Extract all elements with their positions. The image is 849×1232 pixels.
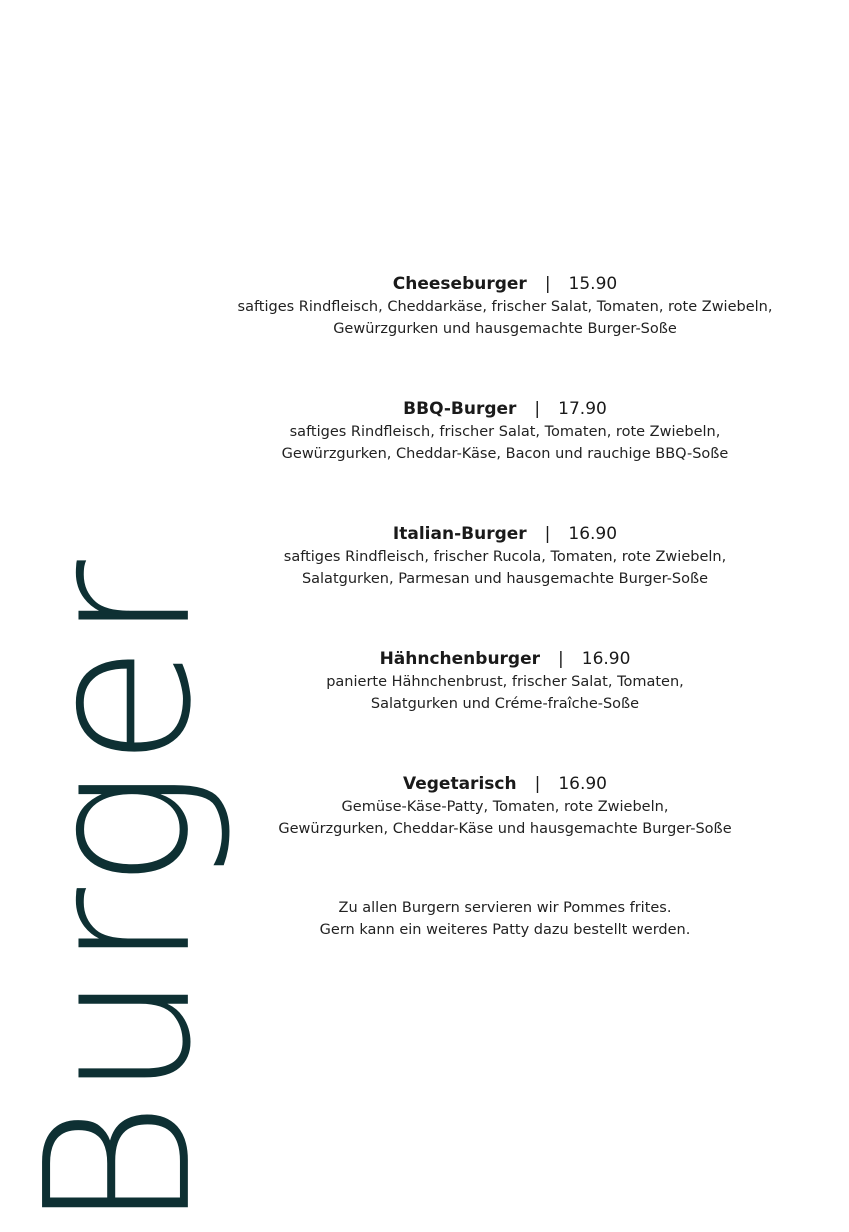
- item-description-line: saftiges Rindfleisch, Cheddarkäse, frischer Salat, Tomaten, rote Zwiebeln,: [237, 299, 773, 315]
- item-price: 17.90: [558, 399, 607, 419]
- price-separator: |: [544, 274, 551, 294]
- price-separator: |: [544, 524, 551, 544]
- item-name: BBQ-Burger: [403, 399, 517, 419]
- item-description-line: Salatgurken, Parmesan und hausgemachte Burger-Soße: [301, 571, 709, 587]
- item-description-line: saftiges Rindfleisch, frischer Rucola, Tomaten, rote Zwiebeln,: [283, 549, 727, 565]
- item-header: [230, 397, 780, 421]
- item-description-line: Salatgurken und Créme-fraîche-Soße: [370, 696, 640, 712]
- item-description-line: panierte Hähnchenbrust, frischer Salat, Tomaten,: [326, 674, 684, 690]
- item-description-line: saftiges Rindfleisch, frischer Salat, Tomaten, rote Zwiebeln,: [289, 424, 721, 440]
- menu-item-bbq-burger: [230, 397, 780, 522]
- item-header: [230, 647, 780, 671]
- item-description-line: Gewürzgurken und hausgemachte Burger-Soße: [333, 321, 677, 337]
- section-title-text: Burger: [3, 558, 236, 1232]
- menu-footnote: [230, 897, 780, 941]
- item-header: [230, 522, 780, 546]
- item-description-line: Gewürzgurken, Cheddar-Käse, Bacon und rauchige BBQ-Soße: [281, 446, 729, 462]
- price-separator: |: [534, 399, 541, 419]
- item-header: [230, 772, 780, 796]
- footnote-line: Gern kann ein weiteres Patty dazu bestellt werden.: [319, 922, 691, 938]
- menu-item-vegetarisch: [230, 772, 780, 897]
- item-name: Italian-Burger: [392, 524, 527, 544]
- price-separator: |: [534, 774, 541, 794]
- item-description-line: Gemüse-Käse-Patty, Tomaten, rote Zwiebeln,: [341, 799, 669, 815]
- item-name: Hähnchenburger: [379, 649, 541, 669]
- item-name: Cheeseburger: [392, 274, 527, 294]
- menu-item-italian-burger: [230, 522, 780, 647]
- item-price: 15.90: [568, 274, 618, 294]
- item-name: Vegetarisch: [403, 774, 517, 794]
- menu-list: [230, 272, 780, 941]
- footnote-line: Zu allen Burgern servieren wir Pommes frites.: [338, 900, 672, 916]
- item-description-line: Gewürzgurken, Cheddar-Käse und hausgemachte Burger-Soße: [278, 821, 732, 837]
- item-price: 16.90: [568, 524, 618, 544]
- item-price: 16.90: [558, 774, 607, 794]
- menu-section-title: [3, 558, 236, 1232]
- item-price: 16.90: [581, 649, 631, 669]
- menu-item-cheeseburger: [230, 272, 780, 397]
- item-header: [230, 272, 780, 296]
- price-separator: |: [558, 649, 564, 669]
- menu-item-haehnchenburger: [230, 647, 780, 772]
